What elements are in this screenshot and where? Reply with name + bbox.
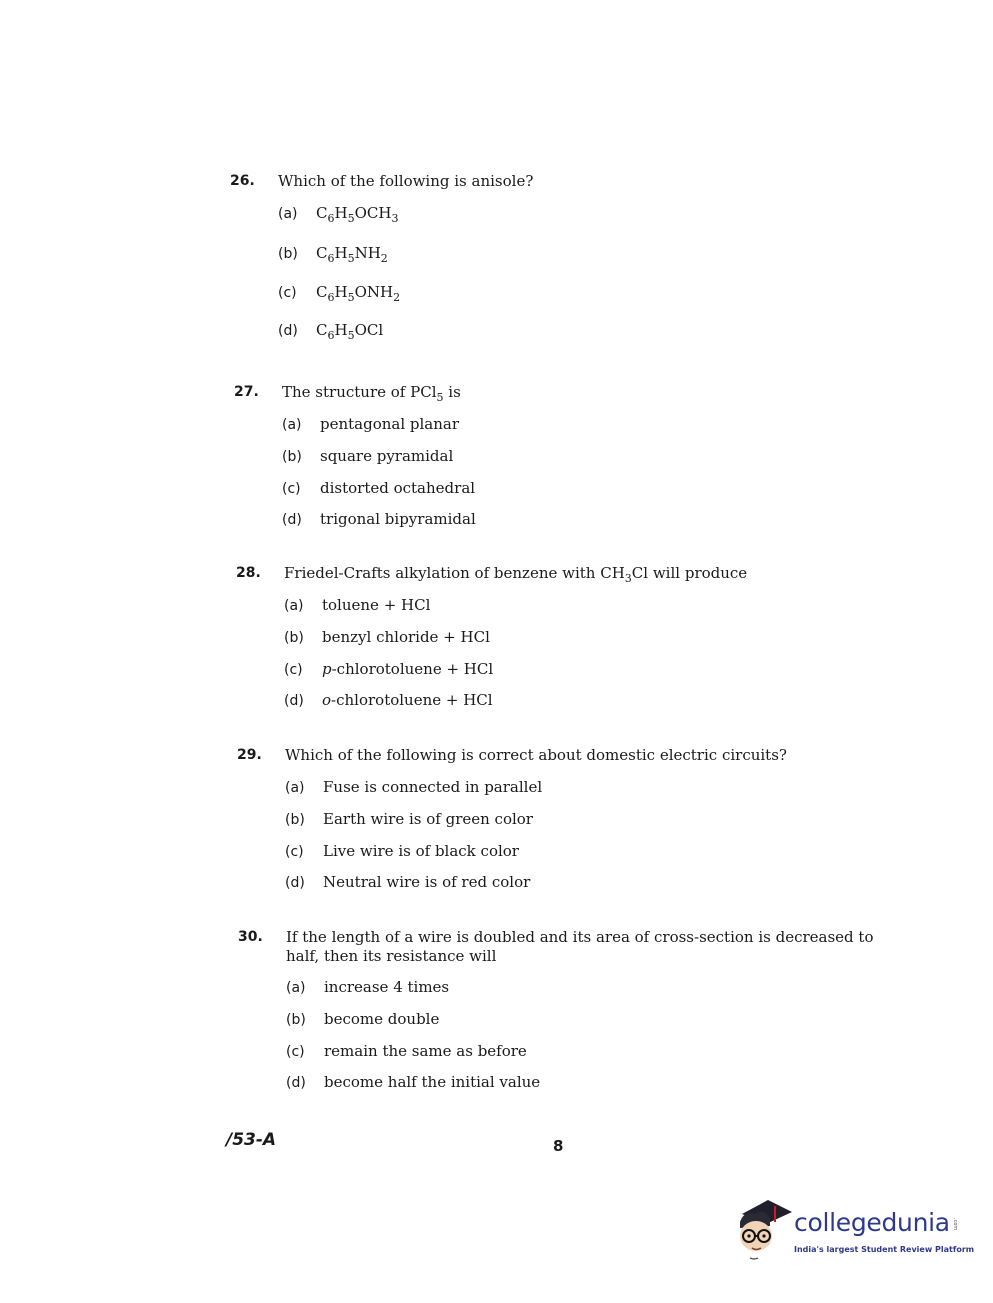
formula-part: C	[316, 204, 328, 222]
formula-part: OCl	[354, 321, 384, 339]
question-number: 30.	[238, 929, 263, 945]
option-text-italic: o	[322, 691, 332, 709]
option-a	[286, 978, 449, 998]
option-label: (b)	[285, 812, 305, 828]
option-text: remain the same as before	[324, 1042, 527, 1060]
option-b	[282, 447, 453, 467]
brand-name: collegedunia	[794, 1208, 950, 1237]
question-number: 28.	[236, 565, 261, 581]
option-label: (c)	[278, 285, 297, 301]
option-text: increase 4 times	[324, 978, 450, 996]
formula-sub: 5	[347, 212, 355, 225]
option-text: distorted octahedral	[320, 479, 476, 497]
option-text: -chlorotoluene + HCl	[331, 691, 493, 709]
option-d	[286, 1073, 540, 1093]
formula-sub: 6	[327, 329, 335, 342]
option-label: (b)	[286, 1012, 306, 1028]
option-text: become double	[324, 1010, 440, 1028]
question-number: 26.	[230, 173, 255, 189]
option-label: (a)	[282, 417, 302, 433]
question-text: If the length of a wire is doubled and its area of cross-section is decreased to half, then its resistance will	[286, 928, 874, 965]
option-d	[285, 873, 530, 893]
option-label: (c)	[284, 662, 303, 678]
collegedunia-logo	[734, 1196, 975, 1262]
question-text-part: Friedel-Crafts alkylation of benzene with CH	[284, 564, 625, 582]
brand-domain: .com	[952, 1218, 958, 1231]
option-label: (d)	[282, 512, 302, 528]
option-label: (c)	[282, 481, 301, 497]
option-text: Fuse is connected in parallel	[323, 778, 543, 796]
option-a	[278, 204, 398, 224]
option-label: (b)	[282, 449, 302, 465]
option-text: Earth wire is of green color	[323, 810, 533, 828]
question-29	[237, 746, 917, 896]
option-label: (a)	[278, 206, 298, 222]
question-number: 27.	[234, 384, 259, 400]
option-label: (d)	[284, 693, 304, 709]
option-text: trigonal bipyramidal	[320, 510, 476, 528]
option-label: (a)	[284, 598, 304, 614]
option-c	[278, 283, 400, 303]
question-text	[284, 564, 747, 583]
formula-sub: 6	[327, 212, 335, 225]
question-text-part: Cl will produce	[631, 564, 748, 582]
question-26	[230, 172, 910, 342]
option-label: (a)	[286, 980, 306, 996]
option-a	[285, 778, 542, 798]
question-28	[236, 564, 916, 714]
option-c	[282, 479, 475, 499]
formula-part: H	[334, 321, 348, 339]
option-a	[284, 596, 430, 616]
page-number: 8	[553, 1137, 564, 1155]
formula-sub: 5	[347, 291, 355, 304]
formula-part: H	[334, 244, 348, 262]
option-d	[282, 510, 476, 530]
formula-part: C	[316, 321, 328, 339]
formula-sub: 6	[327, 291, 335, 304]
question-text-part: The structure of PCl	[282, 383, 437, 401]
formula-sub: 3	[624, 572, 632, 585]
student-mascot-icon	[734, 1196, 794, 1262]
option-c	[286, 1042, 527, 1062]
formula-sub: 6	[327, 252, 335, 265]
formula-part: C	[316, 283, 328, 301]
option-text: Live wire is of black color	[323, 842, 519, 860]
option-b	[284, 628, 490, 648]
question-30	[238, 928, 918, 1098]
booklet-code: /53-A	[226, 1130, 277, 1150]
option-label: (d)	[285, 875, 305, 891]
option-label: (d)	[278, 323, 298, 339]
brand-tagline: India's largest Student Review Platform	[794, 1245, 975, 1254]
option-text: toluene + HCl	[322, 596, 431, 614]
option-d	[278, 321, 383, 341]
question-number: 29.	[237, 747, 262, 763]
option-text: pentagonal planar	[320, 415, 460, 433]
question-text: Which of the following is anisole?	[278, 172, 534, 190]
option-label: (b)	[284, 630, 304, 646]
question-text-part: is	[443, 383, 461, 401]
option-label: (d)	[286, 1075, 306, 1091]
question-text	[282, 383, 461, 402]
option-label: (c)	[286, 1044, 305, 1060]
formula-sub: 2	[393, 291, 401, 304]
option-c	[285, 842, 519, 862]
option-text: Neutral wire is of red color	[323, 873, 531, 891]
question-text: Which of the following is correct about domestic electric circuits?	[285, 746, 787, 764]
formula-part: OCH	[354, 204, 392, 222]
formula-part: H	[334, 283, 348, 301]
option-text: become half the initial value	[324, 1073, 541, 1091]
option-text: -chlorotoluene + HCl	[331, 660, 494, 678]
formula-sub: 5	[347, 329, 355, 342]
question-27	[234, 383, 914, 533]
option-label: (b)	[278, 246, 298, 262]
option-label: (a)	[285, 780, 305, 796]
option-c	[284, 660, 493, 680]
formula-sub: 3	[391, 212, 399, 225]
option-d	[284, 691, 493, 711]
formula-part: C	[316, 244, 328, 262]
formula-sub: 5	[347, 252, 355, 265]
option-text-italic: p	[322, 660, 332, 678]
option-b	[286, 1010, 439, 1030]
formula-part: NH	[354, 244, 381, 262]
option-b	[278, 244, 388, 264]
option-label: (c)	[285, 844, 304, 860]
option-b	[285, 810, 533, 830]
formula-part: H	[334, 204, 348, 222]
option-text: benzyl chloride + HCl	[322, 628, 490, 646]
formula-sub: 5	[436, 391, 444, 404]
option-text: square pyramidal	[320, 447, 454, 465]
option-a	[282, 415, 459, 435]
formula-part: ONH	[354, 283, 394, 301]
formula-sub: 2	[380, 252, 388, 265]
